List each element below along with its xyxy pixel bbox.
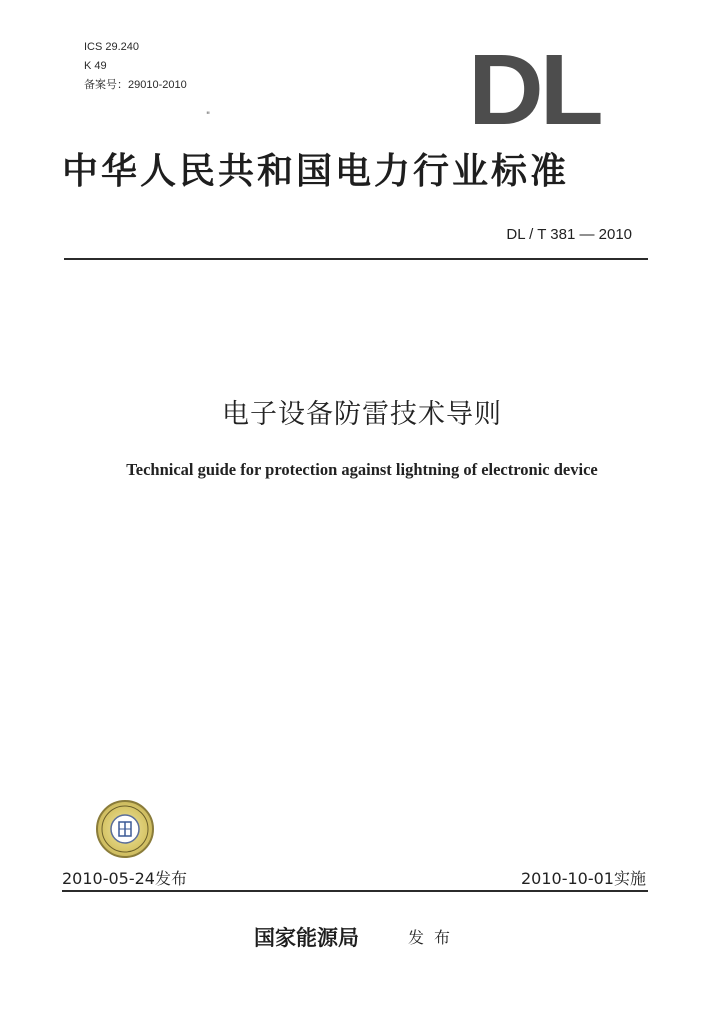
document-title-cn: 电子设备防雷技术导则 (222, 399, 502, 430)
publisher-seal-icon (96, 800, 154, 858)
standard-code: DL / T 381 — 2010 (506, 226, 632, 243)
issue-label: 发布 (408, 928, 461, 947)
record-number: 备案号：29010-2010 (84, 79, 187, 91)
header-divider (64, 258, 648, 260)
standard-title: 中华人民共和国电力行业标准 (62, 150, 570, 192)
release-date: 2010-05-24发布 (62, 869, 187, 888)
category-code: K 49 (84, 60, 107, 72)
document-title-en: Technical guide for protection against lightning of electronic device (126, 460, 598, 479)
classification-block (84, 38, 187, 95)
footer-divider (62, 890, 648, 892)
effective-date: 2010-10-01实施 (521, 869, 646, 888)
issuing-authority: 国家能源局 (254, 925, 359, 950)
print-mark: " (206, 111, 211, 121)
dl-logo: DL (468, 34, 600, 146)
ics-code: ICS 29.240 (84, 41, 140, 53)
